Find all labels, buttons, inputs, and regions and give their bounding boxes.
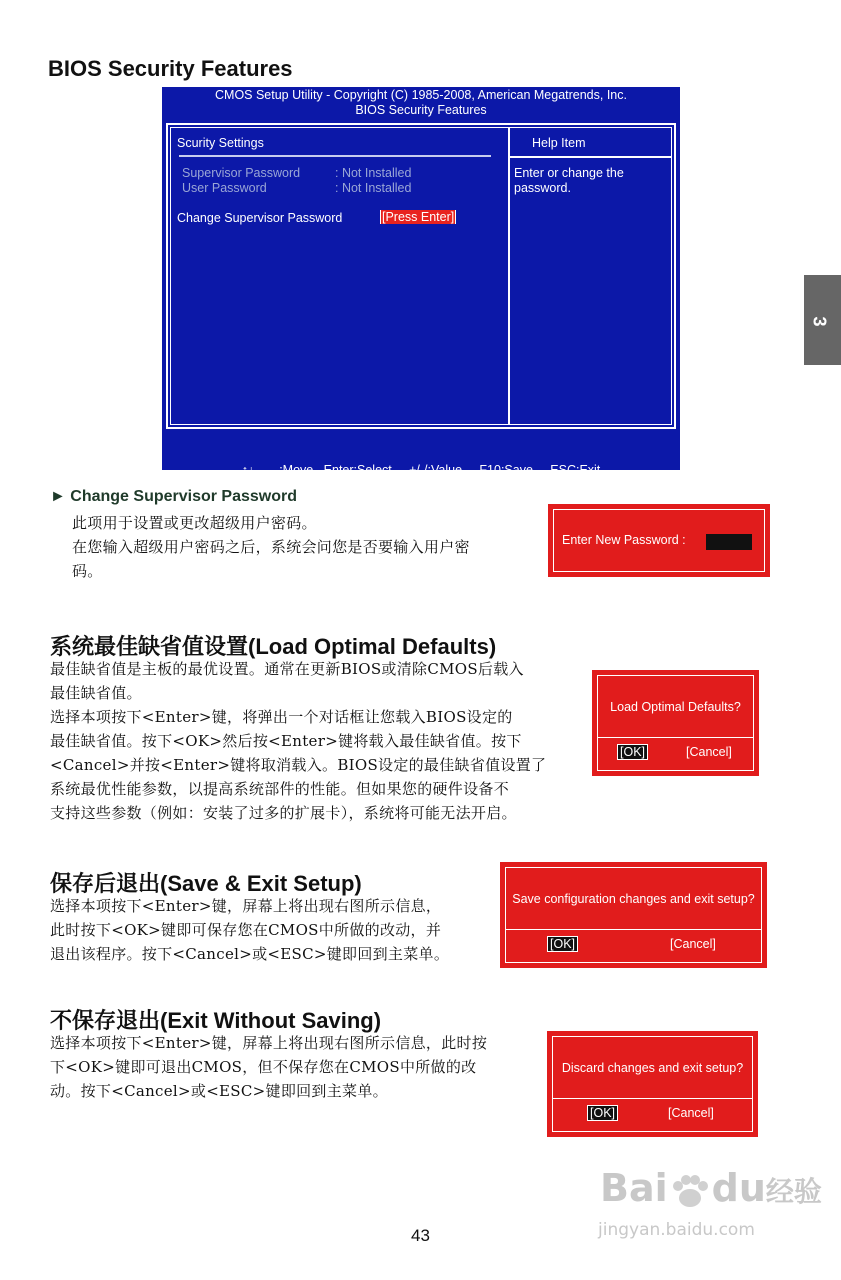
change-supervisor-password-heading: ► Change Supervisor Password: [50, 488, 298, 505]
bios-footer-keys: ↑↓←→:Move Enter:Select +/-/:Value F10:Save ESC:Exit: [241, 463, 601, 477]
password-input[interactable]: [706, 534, 752, 550]
load-optimal-defaults-heading: 系统最佳缺省值设置(Load Optimal Defaults): [50, 634, 497, 660]
help-separator: [510, 156, 672, 158]
change-supervisor-password-item[interactable]: Change Supervisor Password: [177, 211, 343, 225]
bios-header: [162, 88, 680, 118]
bios-header-copyright: CMOS Setup Utility - Copyright (C) 1985-2008, American Megatrends, Inc.: [215, 88, 627, 102]
bios-footer-keys-2: F1:General Help F9:Optimized Defaults: [299, 508, 543, 522]
enter-password-dialog: [548, 504, 770, 577]
sec1-body: 此项用于设置或更改超级用户密码。 在您输入超级用户密码之后，系统会问您是否要输入用户密 码。: [72, 514, 470, 580]
exit-without-saving-heading: 不保存退出(Exit Without Saving): [50, 1008, 382, 1034]
enter-password-prompt: Enter New Password :: [562, 533, 686, 547]
cancel-button[interactable]: [Cancel]: [670, 937, 716, 951]
bios-screen: [162, 87, 680, 522]
press-enter-value[interactable]: [Press Enter]: [382, 210, 455, 224]
section-title: Scurity Settings: [177, 136, 264, 150]
page-number: 43: [411, 1226, 430, 1245]
sec2-body: 最佳缺省值是主板的最优设置。通常在更新BIOS或清除CMOS后载入 最佳缺省值。 选择本项按下<Enter>键，将弹出一个对话框让您载入BIOS设定的 最佳缺省值。按下<OK>然后按<Enter>键将载入最佳缺省值。按下 <Cancel>并按<Enter>键将取消载入。BIOS设定的最佳缺省值设置了 系统最优性能参数，以提高系统部件的性能。但如果您的硬件设备不 支持这些参数（例如：安装了过多的扩展卡），系统将可能无法开启。: [50, 660, 547, 822]
supervisor-password-label: Supervisor Password: [182, 166, 301, 180]
save-exit-heading: 保存后退出(Save & Exit Setup): [50, 871, 362, 897]
cancel-button[interactable]: [Cancel]: [668, 1106, 714, 1120]
section-separator: [179, 155, 491, 157]
user-password-status: : Not Installed: [335, 181, 412, 195]
help-title: Help Item: [532, 136, 586, 150]
load-defaults-question: Load Optimal Defaults?: [610, 700, 741, 714]
ok-button[interactable]: [OK]: [617, 744, 648, 760]
help-text-line2: password.: [514, 181, 571, 195]
user-password-label: User Password: [182, 181, 267, 195]
bios-header-title: BIOS Security Features: [355, 103, 487, 117]
cancel-button[interactable]: [Cancel]: [686, 745, 732, 759]
discard-exit-question: Discard changes and exit setup?: [561, 1061, 744, 1075]
ok-button[interactable]: [OK]: [587, 1105, 618, 1121]
sec3-body: 选择本项按下<Enter>键，屏幕上将出现右图所示信息， 此时按下<OK>键即可保存您在CMOS中所做的改动，并 退出该程序。按下<Cancel>或<ESC>键即回到主菜单。: [50, 897, 450, 963]
baidu-watermark: Bai du经验: [600, 1166, 822, 1210]
load-defaults-dialog: [592, 670, 759, 776]
sec4-body: 选择本项按下<Enter>键，屏幕上将出现右图所示信息，此时按 下<OK>键即可退出CMOS，但不保存您在CMOS中所做的改 动。按下<Cancel>或<ESC>键即回到主菜单。: [50, 1034, 488, 1100]
supervisor-password-status: : Not Installed: [335, 166, 412, 180]
save-exit-question: Save configuration changes and exit setup?: [512, 892, 755, 906]
save-exit-dialog: [500, 862, 767, 968]
bios-main-frame: [166, 123, 676, 429]
paw-icon: [668, 1174, 712, 1208]
bios-column-divider: [508, 127, 510, 425]
discard-exit-dialog: [547, 1031, 758, 1137]
watermark-url: jingyan.baidu.com: [598, 1220, 755, 1240]
page-title: BIOS Security Features: [48, 56, 293, 81]
chapter-tab: 3: [804, 275, 841, 365]
ok-button[interactable]: [OK]: [547, 936, 578, 952]
help-text-line1: Enter or change the: [514, 166, 624, 180]
